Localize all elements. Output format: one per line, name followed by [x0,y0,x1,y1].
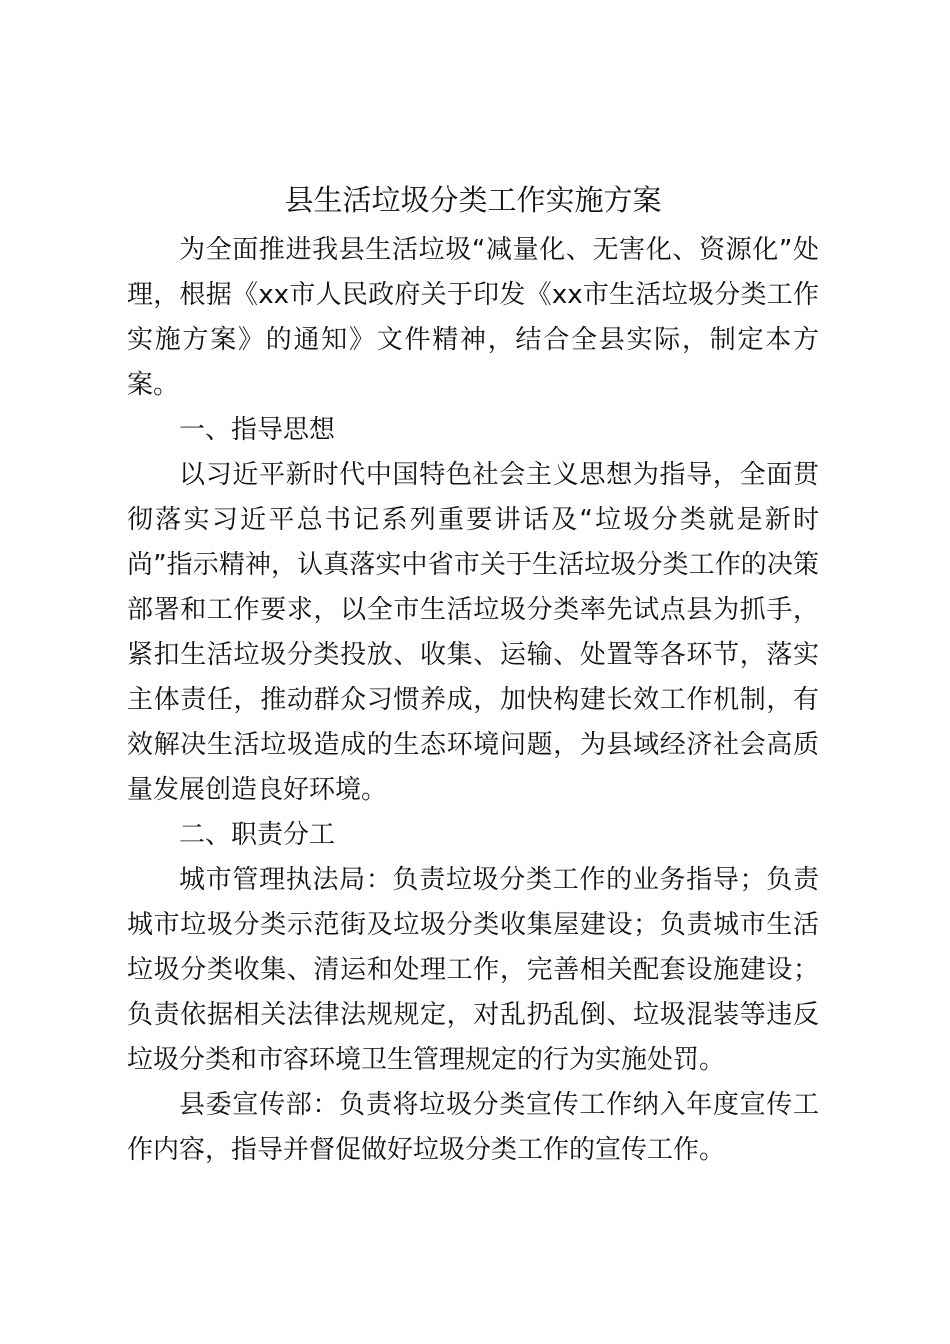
document-title: 县生活垃圾分类工作实施方案 [284,183,662,217]
guiding-ideology-paragraph: 以习近平新时代中国特色社会主义思想为指导，全面贯彻落实习近平总书记系列重要讲话及“垃圾分类就是新时尚”指示精神，认真落实中省市关于生活垃圾分类工作的决策部署和工作要求，以全市生活垃圾分类率先试点县为抓手，紧扣生活垃圾分类投放、收集、运输、处置等各环节，落实主体责任，推动群众习惯养成，加快构建长效工作机制，有效解决生活垃圾造成的生态环境问题，为县域经济社会高质量发展创造良好环境。 [127,460,819,805]
intro-paragraph: 为全面推进我县生活垃圾“减量化、无害化、资源化”处理，根据《xx市人民政府关于印发《xx市生活垃圾分类工作实施方案》的通知》文件精神，结合全县实际，制定本方案。 [127,235,819,400]
document-page [127,178,819,1173]
duty-paragraph-propaganda-dept: 县委宣传部：负责将垃圾分类宣传工作纳入年度宣传工作内容，指导并督促做好垃圾分类工作的宣传工作。 [127,1090,819,1165]
section-heading-guiding-ideology: 一、指导思想 [179,415,336,445]
section-heading-responsibilities: 二、职责分工 [179,820,336,850]
duty-paragraph-city-management: 城市管理执法局：负责垃圾分类工作的业务指导；负责城市垃圾分类示范街及垃圾分类收集屋建设；负责城市生活垃圾分类收集、清运和处理工作，完善相关配套设施建设；负责依据相关法律法规规定，对乱扔乱倒、垃圾混装等违反垃圾分类和市容环境卫生管理规定的行为实施处罚。 [127,865,819,1075]
